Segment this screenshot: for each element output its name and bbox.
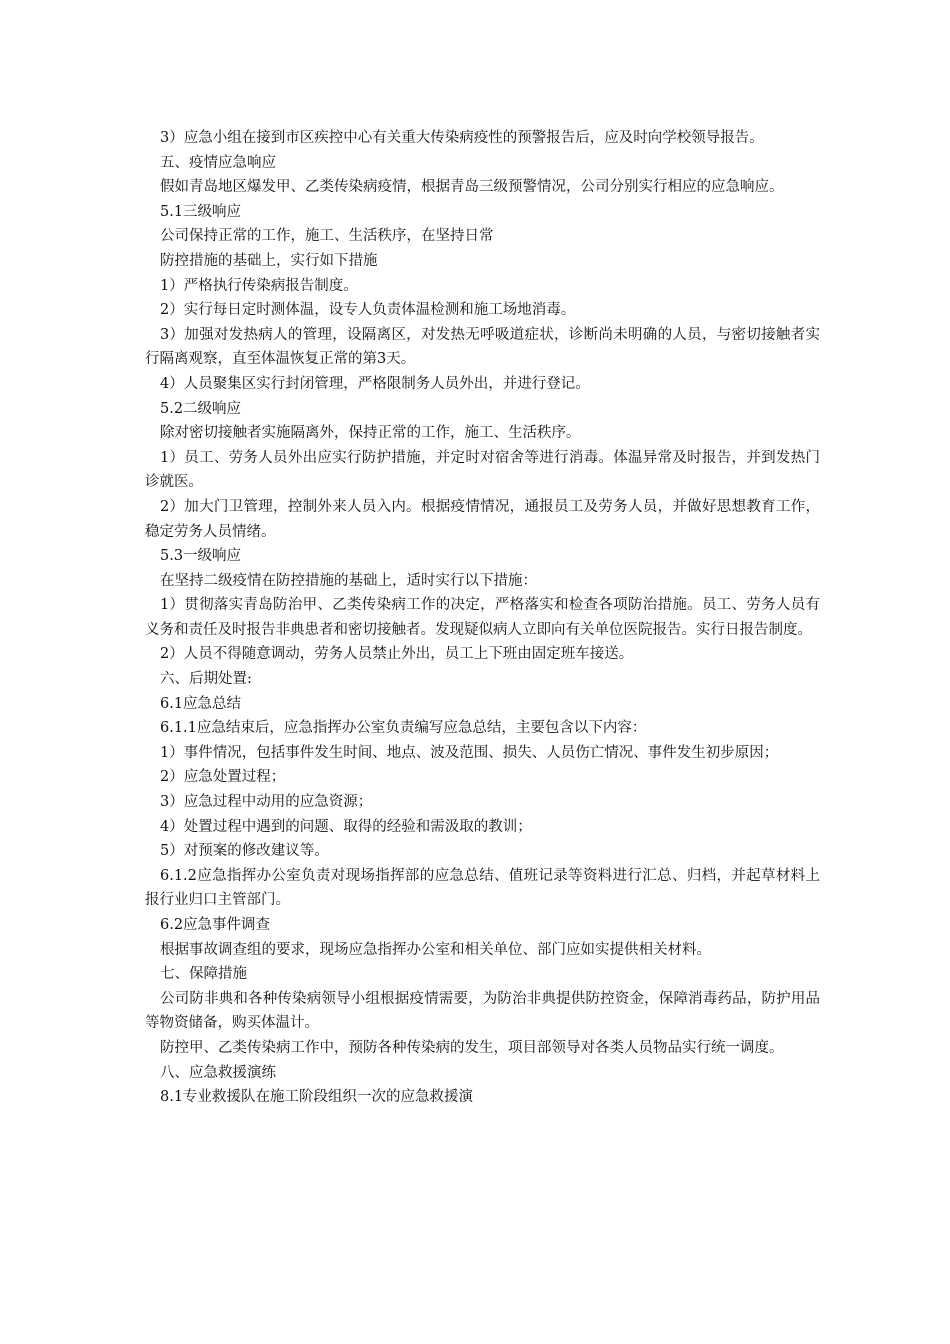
section-heading: 七、保障措施: [160, 966, 247, 983]
subsection-heading: 5.3一级响应: [160, 548, 242, 565]
document-body: [145, 126, 820, 1110]
subsection-heading: 6.2应急事件调查: [160, 917, 271, 933]
list-item: 3）加强对发热病人的管理，设隔离区，对发热无呼吸道症状，诊断尚未明确的人员，与密切接触者实行隔离观察，直至体温恢复正常的第3天。: [145, 326, 820, 368]
paragraph: 防控甲、乙类传染病工作中，预防各种传染病的发生，项目部领导对各类人员物品实行统一调度。: [160, 1039, 784, 1056]
list-item: 1）严格执行传染病报告制度。: [160, 277, 358, 294]
list-item: 5）对预案的修改建议等。: [160, 843, 329, 860]
paragraph: 假如青岛地区爆发甲、乙类传染病疫情，根据青岛三级预警情况，公司分别实行相应的应急响应。: [160, 179, 784, 196]
list-item: 1）事件情况，包括事件发生时间、地点、波及范围、损失、人员伤亡情况、事件发生初步原因；: [160, 744, 779, 761]
paragraph: 8.1专业救援队在施工阶段组织一次的应急救援演: [160, 1089, 474, 1106]
list-item: 2）实行每日定时测体温，设专人负责体温检测和施工场地消毒。: [160, 302, 576, 319]
list-item: 3）应急过程中动用的应急资源；: [160, 794, 373, 811]
list-item: 2）应急处置过程；: [160, 769, 286, 786]
paragraph: 根据事故调查组的要求，现场应急指挥办公室和相关单位、部门应如实提供相关材料。: [160, 941, 711, 958]
paragraph: 6.1.2应急指挥办公室负责对现场指挥部的应急总结、值班记录等资料进行汇总、归档，并起草材料上报行业归口主管部门。: [145, 867, 820, 909]
paragraph: 6.1.1应急结束后，应急指挥办公室负责编写应急总结，主要包含以下内容：: [160, 720, 647, 737]
list-item: 1）员工、劳务人员外出应实行防护措施，并定时对宿舍等进行消毒。体温异常及时报告，并到发热门诊就医。: [145, 449, 820, 491]
section-heading: 五、疫情应急响应: [160, 154, 276, 171]
list-item: 1）贯彻落实青岛防治甲、乙类传染病工作的决定，严格落实和检查各项防治措施。员工、劳务人员有义务和责任及时报告非典患者和密切接触者。发现疑似病人立即向有关单位医院报告。实行日报告制度。: [145, 597, 820, 638]
paragraph: 在坚持二级疫情在防控措施的基础上，适时实行以下措施：: [160, 572, 537, 589]
paragraph: 防控措施的基础上，实行如下措施: [160, 252, 378, 269]
section-heading: 八、应急救援演练: [160, 1064, 276, 1081]
list-item: 4）处置过程中遇到的问题、取得的经验和需汲取的教训；: [160, 818, 532, 835]
subsection-heading: 5.1三级响应: [160, 203, 242, 220]
subsection-heading: 5.2二级响应: [160, 400, 242, 417]
paragraph: 公司防非典和各种传染病领导小组根据疫情需要，为防治非典提供防控资金，保障消毒药品，防护用品等物资储备，购买体温计。: [145, 990, 820, 1032]
paragraph: 公司保持正常的工作，施工、生活秩序，在坚持日常: [160, 228, 494, 245]
section-heading: 六、后期处置:: [160, 671, 252, 688]
list-item: 4）人员聚集区实行封闭管理，严格限制务人员外出，并进行登记。: [160, 375, 590, 392]
list-item: 2）加大门卫管理，控制外来人员入内。根据疫情情况，通报员工及劳务人员，并做好思想教育工作，稳定劳务人员情绪。: [145, 498, 820, 540]
subsection-heading: 6.1应急总结: [160, 695, 242, 712]
paragraph: 除对密切接触者实施隔离外，保持正常的工作，施工、生活秩序。: [160, 425, 581, 442]
list-item: 2）人员不得随意调动，劳务人员禁止外出，员工上下班由固定班车接送。: [160, 646, 634, 663]
paragraph: 3）应急小组在接到市区疾控中心有关重大传染病疫性的预警报告后，应及时向学校领导报告。: [160, 130, 764, 146]
